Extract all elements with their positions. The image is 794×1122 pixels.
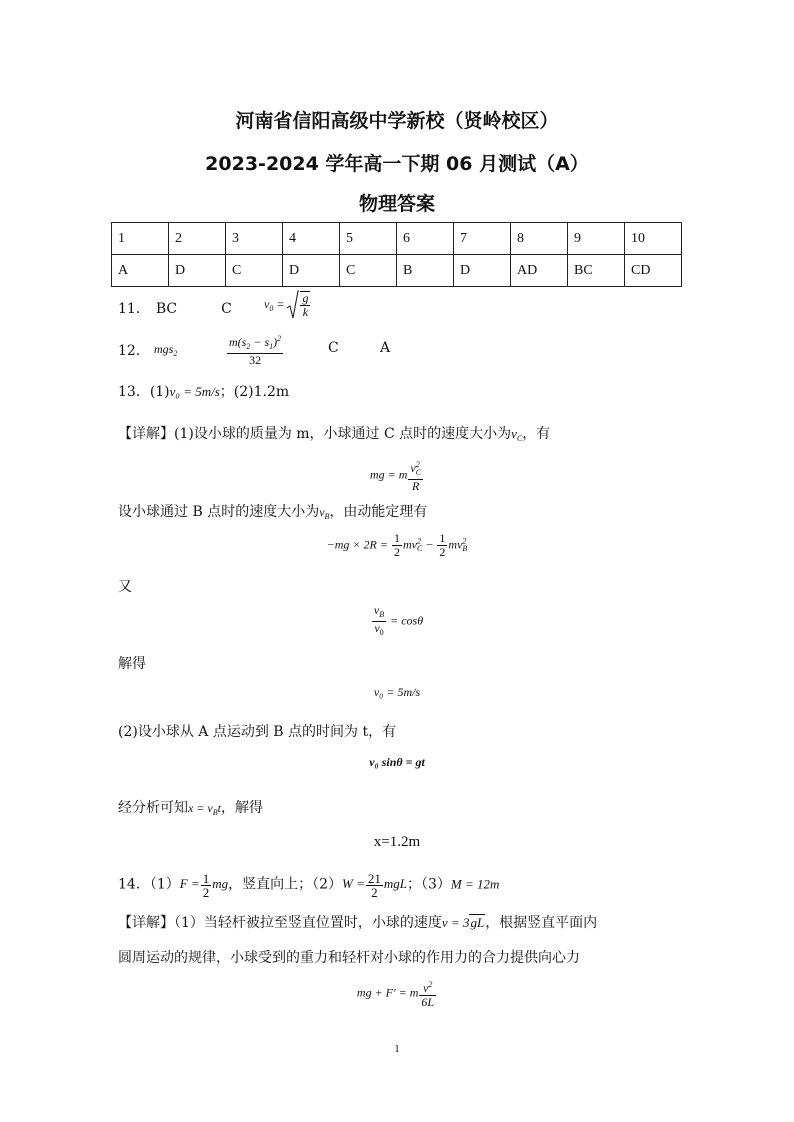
q12-answer-a: mgs$_2$ [154, 342, 178, 358]
answer-table-answer-row [112, 255, 682, 287]
answer-table-number-cell: 1 [112, 223, 169, 255]
q13-eq2: −mg × 2R = $\frac{1}{2}$ $mv^2_C$ − $\frac{1}{2}$ $mv^2_B$ [326, 531, 468, 559]
answer-table-answer-cell: C [226, 255, 283, 287]
q13-eq3: $\frac{v_B}{v_0}$ = cosθ [373, 603, 424, 637]
answer-table-number-cell: 10 [625, 223, 682, 255]
q12-answer-c: C [328, 340, 339, 356]
answer-table-answer-cell: A [112, 255, 169, 287]
answer-table-number-cell: 7 [454, 223, 511, 255]
school-title: 河南省信阳高级中学新校（贤岭校区） [235, 110, 559, 132]
page-number: 1 [394, 1043, 400, 1055]
radical-icon [287, 290, 299, 320]
q13-detail-line6: 经分析可知$x = v_Bt$，解得 [118, 800, 263, 817]
q14-detail-line2: 圆周运动的规律，小球受到的重力和轻杆对小球的作用力的合力提供向心力 [118, 950, 580, 966]
q11-answer-b: C [221, 301, 232, 317]
detail-label: 【详解】 [118, 915, 174, 931]
q11-answer-a: BC [155, 301, 178, 317]
q12-answer-b: $\frac{m(s_2 - s_1)^2}{32}$ [229, 334, 282, 367]
answer-table-number-cell: 4 [283, 223, 340, 255]
q13-answer-line: 13．(1)v₀ = 5m/s；(2)1.2m [118, 384, 290, 400]
answer-table-number-cell: 5 [340, 223, 397, 255]
q13-eq1: mg = m $\frac{v^2_C}{R}$ [369, 460, 422, 493]
answer-table-number-cell: 9 [568, 223, 625, 255]
q13-detail-line1: 【详解】(1)设小球的质量为 m，小球通过 C 点时的速度大小为$v_C$，有 [118, 426, 551, 443]
q13-detail-line5: (2)设小球从 A 点运动到 B 点的时间为 t，有 [118, 724, 397, 740]
subject-title: 物理答案 [358, 193, 435, 215]
q14-detail-line1: 【详解】（1）当轻杆被拉至竖直位置时，小球的速度v = 3gL，根据竖直平面内 [118, 915, 598, 931]
answer-table-answer-cell: D [283, 255, 340, 287]
answer-table-number-cell: 2 [169, 223, 226, 255]
q14-eq1: mg + F′ = m $\frac{v^2}{6L}$ [356, 980, 435, 1009]
q12-answer-d: A [380, 340, 391, 356]
q13-detail-line4: 解得 [118, 656, 146, 672]
answer-table-number-cell: 6 [397, 223, 454, 255]
answer-table-answer-cell: BC [568, 255, 625, 287]
answer-table-number-cell: 3 [226, 223, 283, 255]
q12-line [118, 340, 150, 360]
q13-eq6: x=1.2m [373, 834, 421, 850]
answer-table-answer-cell: C [340, 255, 397, 287]
q13-detail-line2: 设小球通过 B 点时的速度大小为$v_B$，由动能定理有 [118, 504, 428, 521]
q13-eq4: v₀ = 5m/s [373, 685, 421, 699]
q14-answer-line: 14．（1）F = $\frac{1}{2}$ mg，竖直向上；（2）W = $\frac{21}{2}$ mgL；（3）M = 12m [118, 871, 500, 900]
q11-line [118, 298, 232, 318]
answer-table-answer-cell: D [454, 255, 511, 287]
q13-eq5: v₀ sinθ = gt [369, 755, 425, 769]
exam-title: 2023-2024 学年高一下期 06 月测试（A） [205, 153, 589, 175]
q12-number: 12． [118, 343, 150, 359]
q13-detail-line3: 又 [118, 579, 132, 595]
answer-table-answer-cell: CD [625, 255, 682, 287]
q11-number: 11． [118, 301, 150, 317]
answer-table [111, 222, 682, 287]
answer-table-answer-cell: AD [511, 255, 568, 287]
answer-table-answer-cell: D [169, 255, 226, 287]
answer-table-number-cell: 8 [511, 223, 568, 255]
detail-label: 【详解】 [118, 426, 174, 442]
q11-formula: $v_0$ = $\frac{g}{k}$ [264, 291, 309, 319]
answer-table-answer-cell: B [397, 255, 454, 287]
answer-table-number-row [112, 223, 682, 255]
